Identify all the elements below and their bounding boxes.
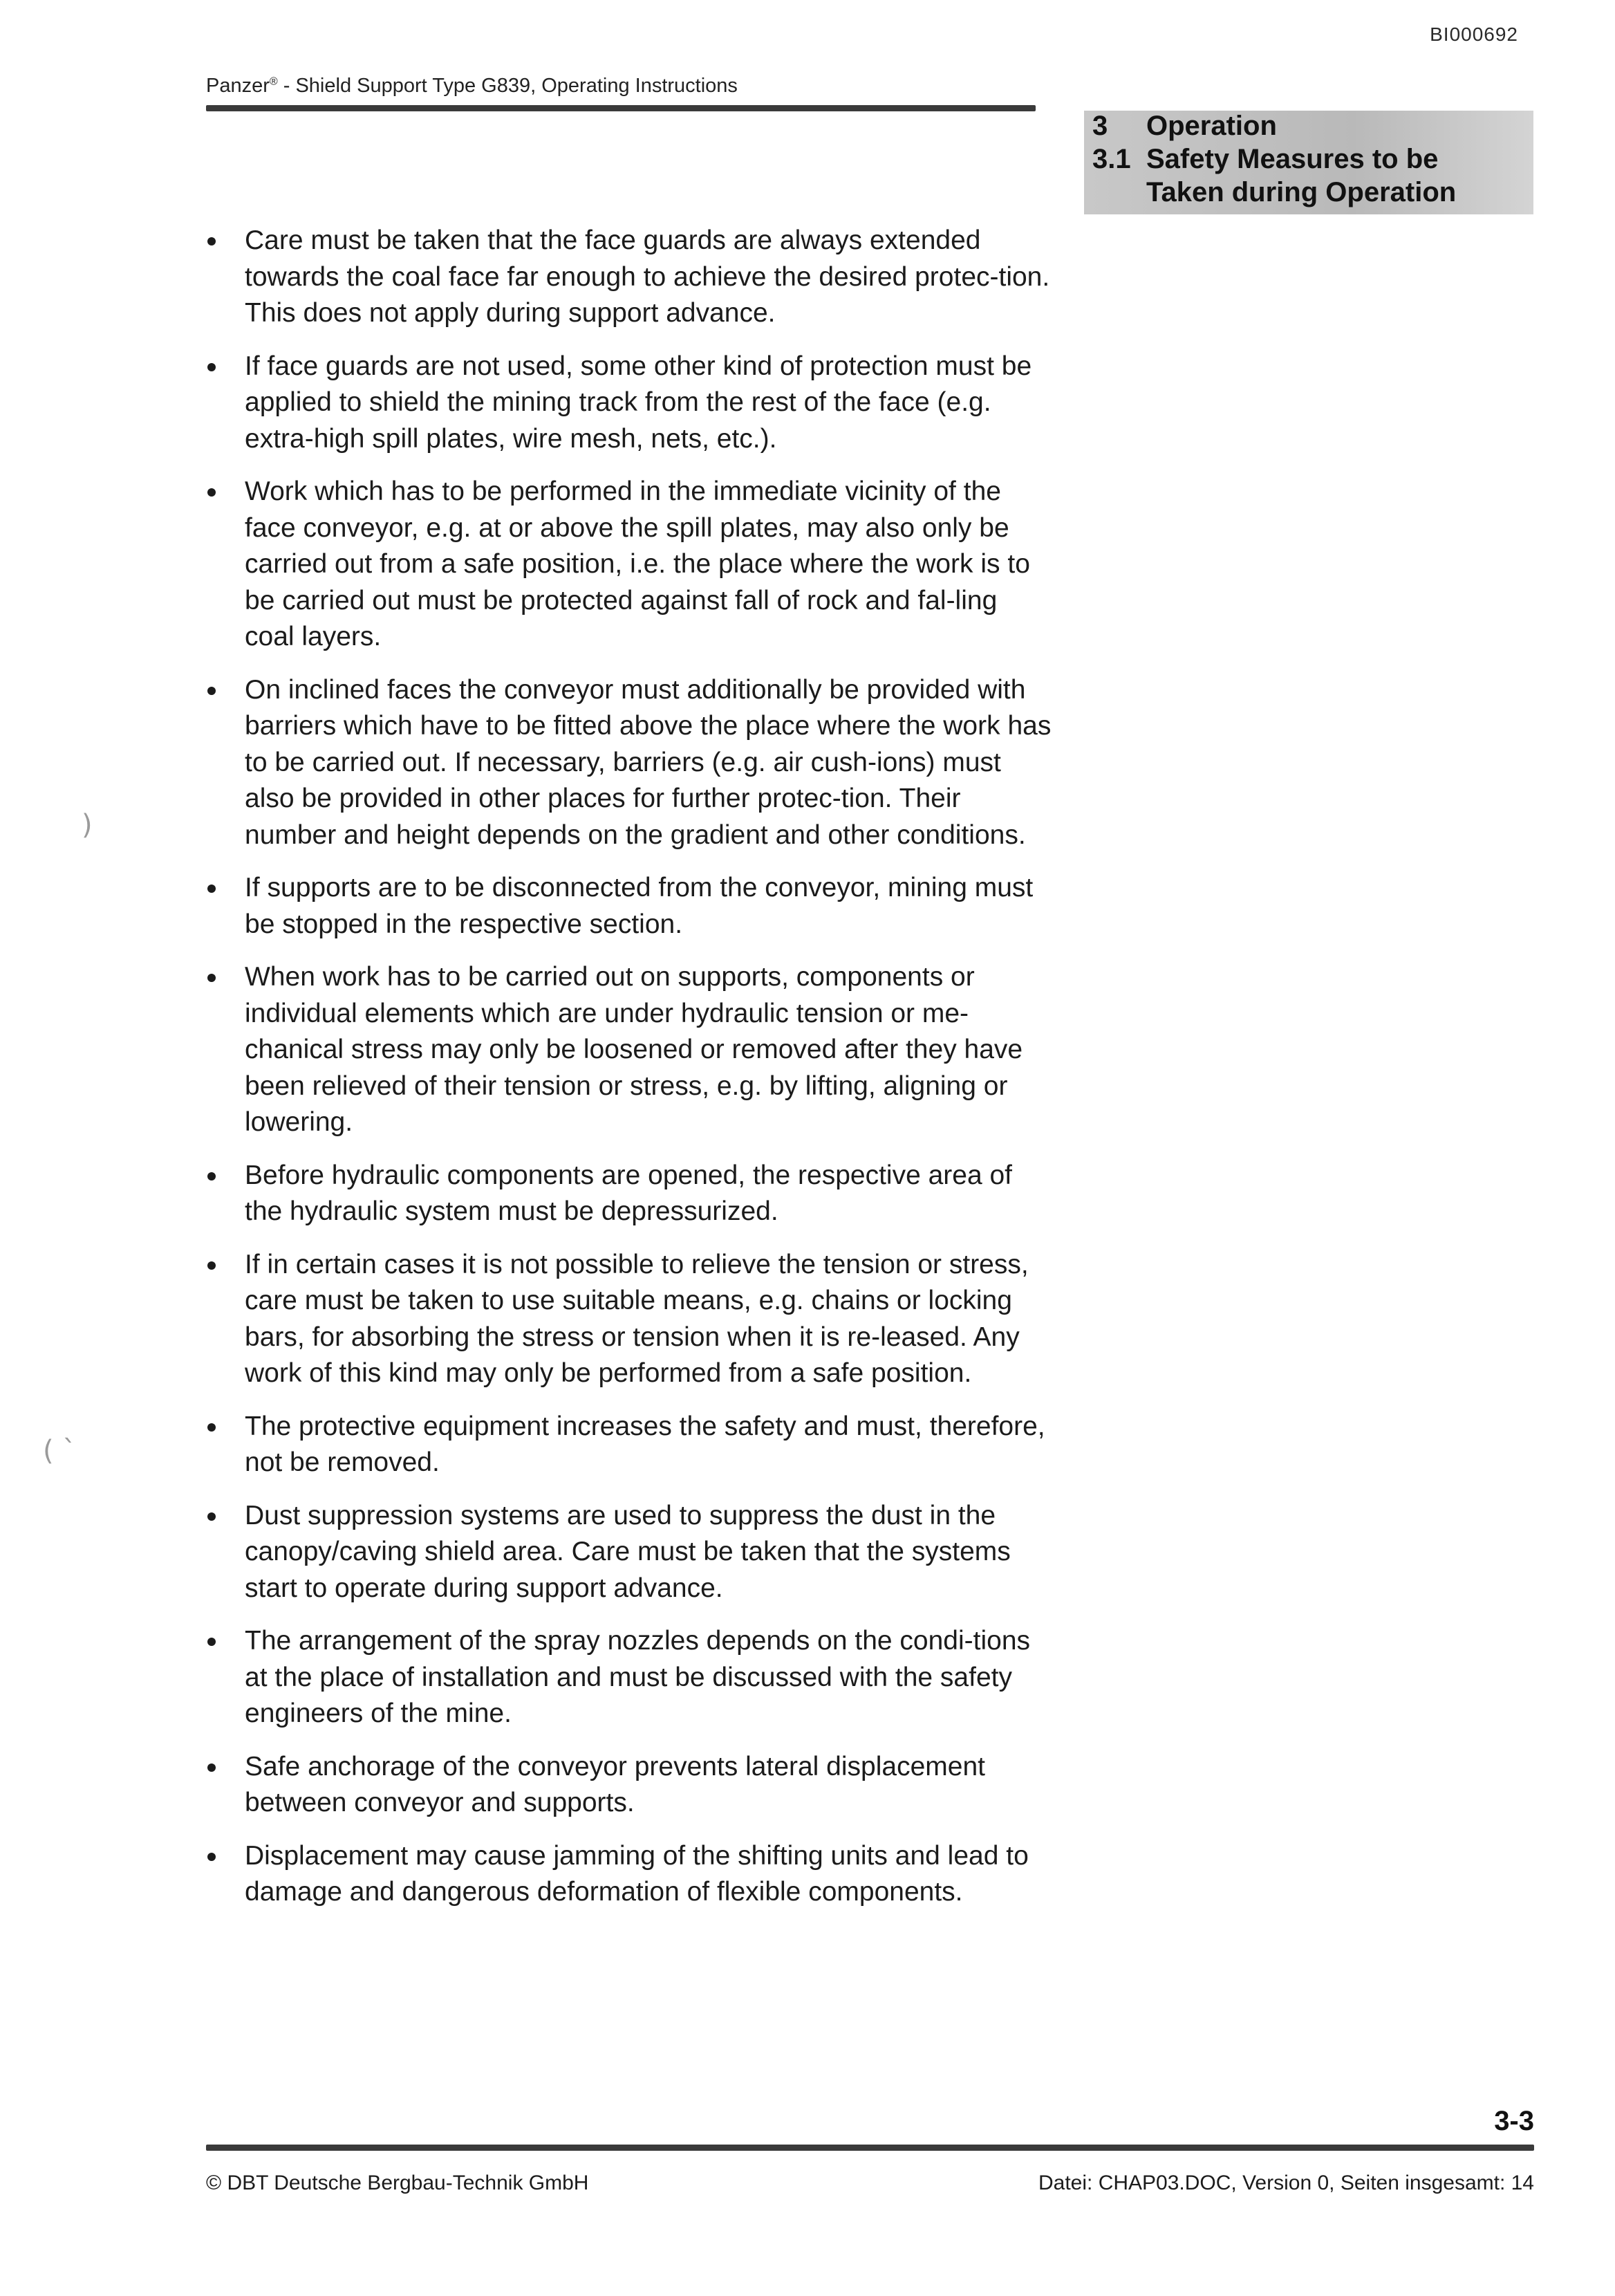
- bullet-icon: [207, 1172, 216, 1181]
- bullet-icon: [207, 1512, 216, 1521]
- bullet-text: Safe anchorage of the conveyor prevents lateral displacement between conveyor and supports.: [245, 1751, 985, 1817]
- list-item: [203, 1498, 1054, 1607]
- chapter-heading: [1092, 111, 1277, 142]
- brand-name: Panzer: [206, 75, 270, 97]
- bullet-text: Care must be taken that the face guards are always extended towards the coal face far enough to achieve the desired protec-tion. This does not apply during support advance.: [245, 225, 1050, 328]
- bullet-text: The protective equipment increases the safety and must, therefore, not be removed.: [245, 1411, 1045, 1477]
- bullet-text: If in certain cases it is not possible to relieve the tension or stress, care must be taken to use suitable means, e.g. chains or locking bars, for absorbing the stress or tension when it is re-leased. Any work of this kind may only be performed from a safe position.: [245, 1249, 1029, 1388]
- bullet-text: If face guards are not used, some other kind of protection must be applied to shield the mining track from the rest of the face (e.g. extra-high spill plates, wire mesh, nets, etc.).: [245, 351, 1032, 454]
- copyright-notice: © DBT Deutsche Bergbau-Technik GmbH: [206, 2172, 589, 2194]
- bullet-icon: [207, 237, 216, 246]
- footer-rule: [206, 2145, 1534, 2151]
- bullet-text: If supports are to be disconnected from the conveyor, mining must be stopped in the respective section.: [245, 873, 1034, 939]
- bullet-text: Before hydraulic components are opened, the respective area of the hydraulic system must be depressurized.: [245, 1160, 1013, 1226]
- bullet-icon: [207, 885, 216, 893]
- bullet-icon: [207, 687, 216, 695]
- list-item: [203, 1247, 1054, 1392]
- subsection-title-line-1: Safety Measures to be: [1146, 144, 1439, 174]
- list-item: [203, 870, 1054, 943]
- bullet-text: Displacement may cause jamming of the shifting units and lead to damage and dangerous deformation of flexible components.: [245, 1840, 1029, 1907]
- bullet-icon: [207, 1261, 216, 1270]
- bullet-text: The arrangement of the spray nozzles depends on the condi-tions at the place of installation and must be discussed with the safety engineers of the mine.: [245, 1626, 1031, 1728]
- list-item: [203, 959, 1054, 1141]
- subsection-heading: [1092, 144, 1438, 175]
- list-item: [203, 1409, 1054, 1481]
- bullet-text: When work has to be carried out on supports, components or individual elements which are under hydraulic tension or me-chanical stress may only be loosened or removed after they have been relieved of their tension or stress, e.g. by lifting, aligning or lowering.: [245, 962, 1023, 1137]
- scan-artifact: ): [82, 809, 93, 841]
- list-item: [203, 1158, 1054, 1230]
- bullet-icon: [207, 1638, 216, 1646]
- bullet-text: Dust suppression systems are used to suppress the dust in the canopy/caving shield area. Care must be taken that the systems start to operate during support advance.: [245, 1500, 1011, 1603]
- subsection-heading-continued: [1092, 177, 1456, 208]
- chapter-title: Operation: [1146, 111, 1277, 141]
- document-title: - Shield Support Type G839, Operating Instructions: [283, 75, 738, 97]
- bullet-icon: [207, 488, 216, 497]
- registered-mark: ®: [269, 75, 278, 88]
- list-item: [203, 1749, 1054, 1822]
- bullet-icon: [207, 974, 216, 982]
- subsection-title-line-2: Taken during Operation: [1146, 177, 1457, 207]
- subsection-number: 3.1: [1092, 144, 1131, 174]
- bullet-text: Work which has to be performed in the immediate vicinity of the face conveyor, e.g. at or above the spill plates, may also only be carried out from a safe position, i.e. the place where the work is to be carried out must be protected against fall of rock and fal-ling coal layers.: [245, 476, 1030, 651]
- chapter-number: 3: [1092, 111, 1108, 141]
- list-item: [203, 223, 1054, 332]
- list-item: [203, 349, 1054, 458]
- page-number: 3-3: [1494, 2106, 1534, 2136]
- list-item: [203, 672, 1054, 854]
- scan-artifact: ( `: [43, 1435, 77, 1467]
- bullet-text: On inclined faces the conveyor must additionally be provided with barriers which have to be fitted above the place where the work has to be carried out. If necessary, barriers (e.g. air cush-ions) must also be provided in other places for further protec-tion. Their number and height depends on the gradient and other conditions.: [245, 674, 1052, 850]
- file-info: Datei: CHAP03.DOC, Version 0, Seiten insgesamt: 14: [1038, 2172, 1534, 2194]
- bullet-icon: [207, 1423, 216, 1432]
- header-rule: [206, 105, 1036, 111]
- list-item: [203, 1623, 1054, 1732]
- list-item: [203, 1838, 1054, 1911]
- running-header: [206, 75, 738, 98]
- bullet-icon: [207, 1763, 216, 1772]
- document-id: BI000692: [1430, 24, 1518, 45]
- bullet-icon: [207, 1853, 216, 1861]
- bullet-icon: [207, 363, 216, 371]
- safety-bullet-list: [203, 223, 1054, 1927]
- list-item: [203, 474, 1054, 656]
